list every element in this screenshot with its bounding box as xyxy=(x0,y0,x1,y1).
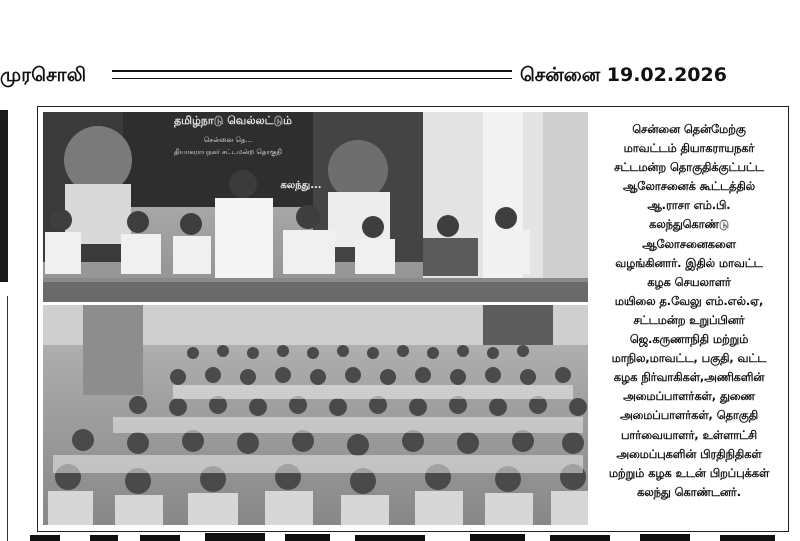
banner-text-line3: தியாகராயநகர் சட்டமன்ற தொகுதி xyxy=(173,148,283,156)
banner-text-line2: சென்னை தெ... xyxy=(203,136,253,144)
next-headline-cutoff xyxy=(30,530,800,541)
news-caption: சென்னை தென்மேற்கு மாவட்டம் தியாகராயநகர் சட்டமன்ற தொகுதிக்குட்பட்ட ஆலோசனைக் கூட்டத்தில் ஆ.ராசா எம்.பி. கலந்துகொண்டு ஆலோசனைகளை வழங்கினார். இதில் மாவட்ட கழக செயலாளர் மயிலை த.வேலு எம்.எல்.ஏ, சட்டமன்ற உறுப்பினர் ஜெ.கருணாநிதி மற்றும் மாநில,மாவட்ட, பகுதி, வட்ட கழக நிர்வாகிகள்,அணிகளின் அமைப்பாளர்கள், துணை அமைப்பாளர்கள், தொகுதி பார்வையாளர், உள்ளாட்சி அமைப்புகளின் பிரதிநிதிகள் மற்றும் கழக உடன் பிறப்புக்கள் கலந்து கொண்டனர். xyxy=(608,123,770,499)
adjacent-column-dark-bar xyxy=(0,110,8,282)
banner-text-line1: தமிழ்நாடு வெல்லட்டும் xyxy=(173,114,293,127)
newspaper-name: முரசொலி xyxy=(0,64,87,86)
banner-text-line4: கலந்து... xyxy=(280,180,322,191)
masthead xyxy=(0,58,800,88)
dateline: சென்னை 19.02.2026 xyxy=(520,64,727,86)
adjacent-column-border xyxy=(0,296,8,541)
masthead-double-rule xyxy=(112,70,512,79)
audience-photo xyxy=(43,305,588,525)
stage-photo xyxy=(43,112,588,302)
